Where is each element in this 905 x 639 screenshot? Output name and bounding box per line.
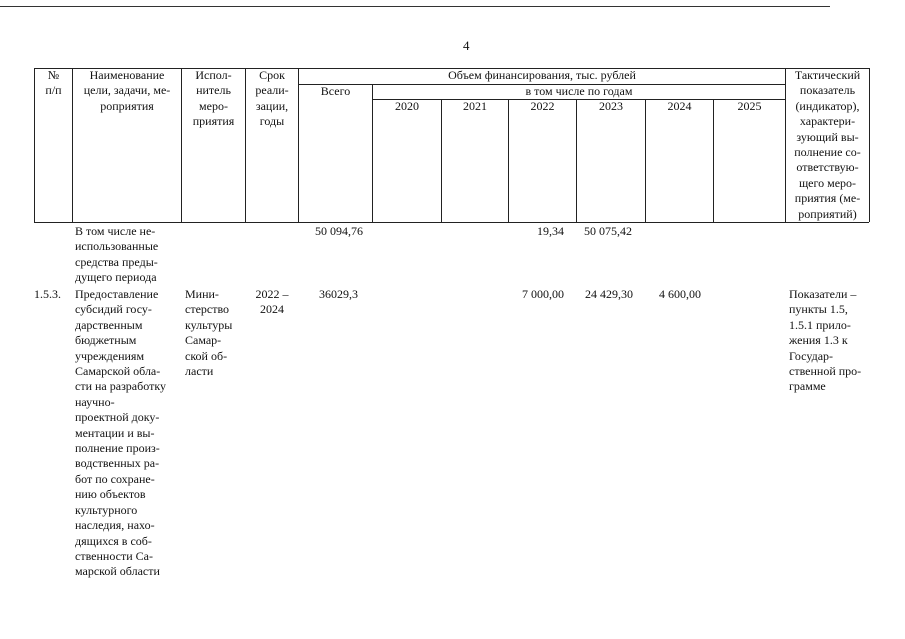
row-2023: 24 429,30: [585, 287, 633, 301]
row-2023: 50 075,42: [584, 224, 632, 238]
row-2022: 19,34: [537, 224, 564, 238]
row-name: Предоставление субсидий госу- дарственным бюджетным учреждениям Самарской обла- сти на разработку научно- проектной доку- ментации и вы- полнение произ- водственных ра- бот по сохране- нию объектов культурного наследия, нахо- дящихся в соб- ственности Са- марской области: [75, 287, 166, 579]
row-total: 36029,3: [319, 287, 358, 301]
row-name: В том числе не- использованные средства преды- дущего периода: [75, 224, 159, 285]
row-num: 1.5.3.: [34, 287, 61, 301]
row-term: 2022 – 2024: [255, 287, 289, 317]
header-term: Срок реали- зации, годы: [255, 68, 289, 129]
header-year-2023: 2023: [599, 99, 623, 113]
row-total: 50 094,76: [315, 224, 363, 238]
header-year-2024: 2024: [667, 99, 692, 113]
header-year-2020: 2020: [395, 99, 419, 113]
header-num: № п/п: [45, 68, 62, 98]
header-year-2025: 2025: [737, 99, 762, 113]
row-executor: Мини- стерство культуры Самар- ской об- ласти: [185, 287, 233, 379]
header-indicator: Тактический показатель (индикатор), характери- зующий вы- полнение со- ответствую- щего меро- приятия (ме- роприятий): [794, 68, 861, 221]
header-financing: Объем финансирования, тыс. рублей: [448, 68, 636, 82]
header-name: Наименование цели, задачи, ме- роприятия: [83, 68, 171, 113]
header-executor: Испол- нитель меро- приятия: [192, 68, 235, 129]
header-total: Всего: [320, 84, 351, 98]
header-year-2022: 2022: [530, 99, 555, 113]
row-indicator: Показатели – пункты 1.5, 1.5.1 прило- жения 1.3 к Государ- ственной про- грамме: [789, 287, 862, 394]
header-year-2021: 2021: [463, 99, 487, 113]
row-2024: 4 600,00: [659, 287, 701, 301]
page-number: 4: [463, 38, 470, 53]
row-2022: 7 000,00: [522, 287, 564, 301]
header-by-years: в том числе по годам: [525, 84, 633, 98]
top-rule: [0, 6, 830, 7]
